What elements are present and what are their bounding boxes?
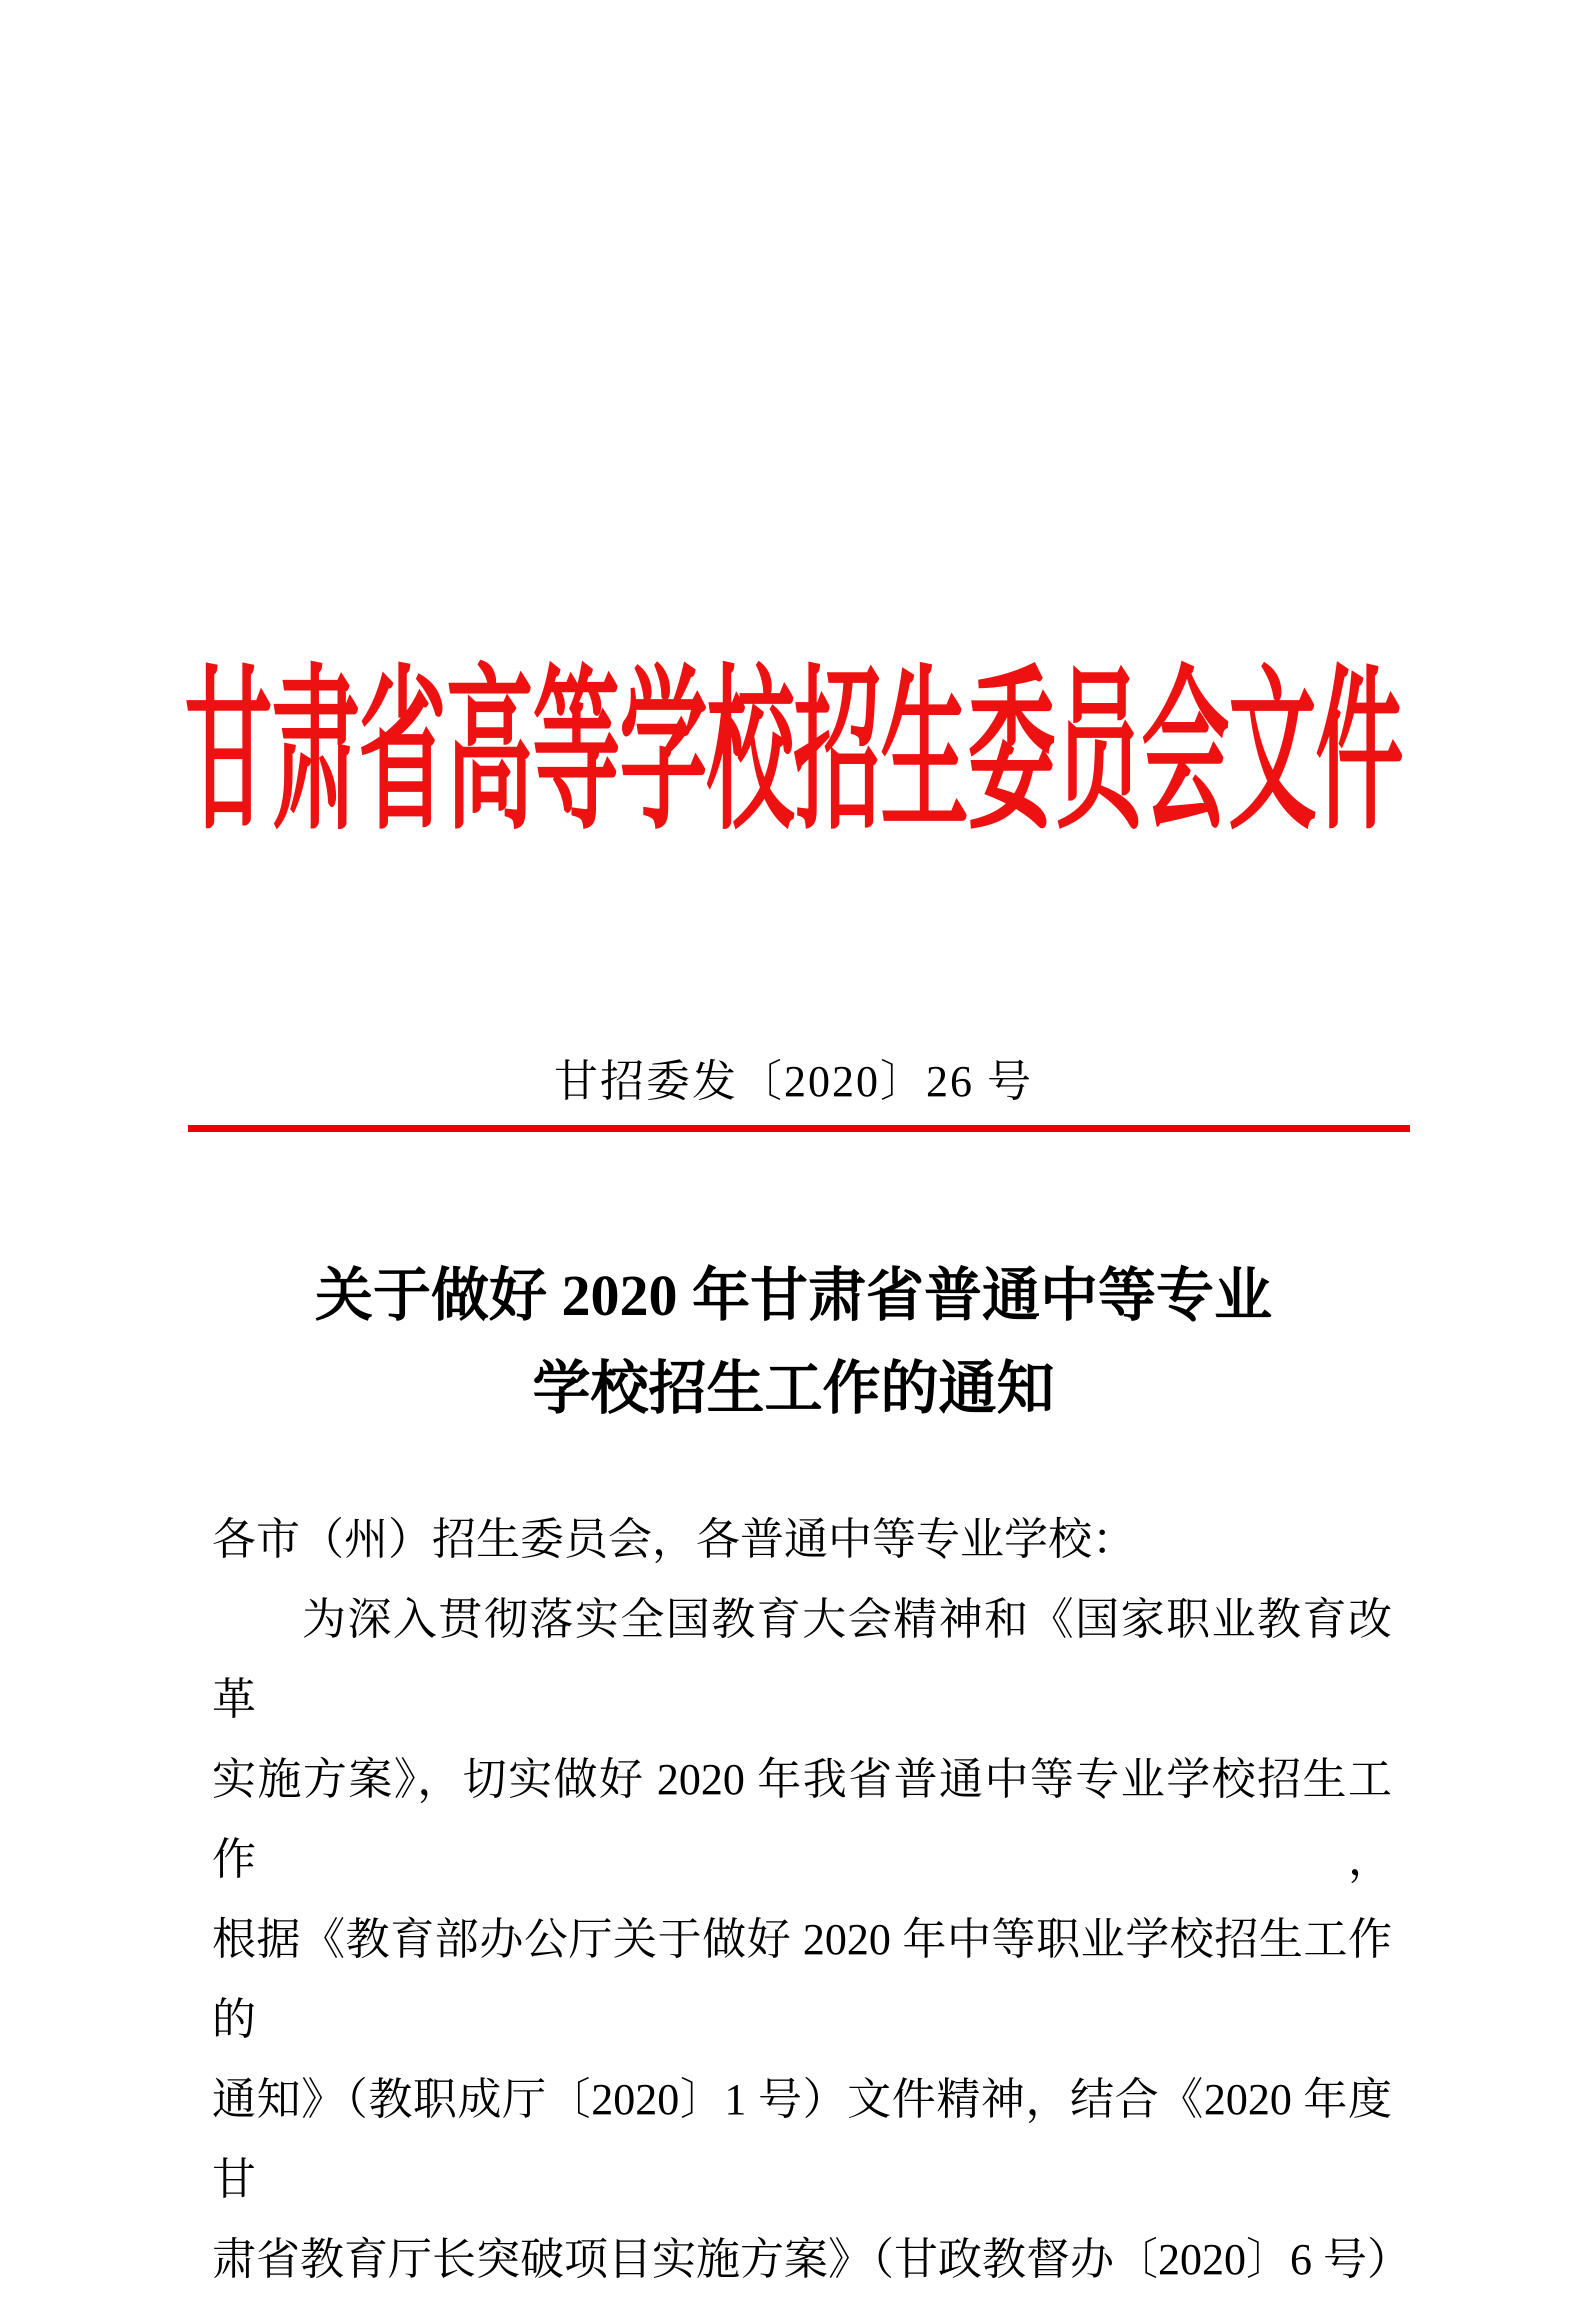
red-rule-divider xyxy=(188,1125,1410,1132)
red-header-banner xyxy=(0,658,1587,858)
body-line-3: 根据《教育部办公厅关于做好 2020 年中等职业学校招生工作的 xyxy=(212,1915,1392,2044)
body-line-1: 为深入贯彻落实全国教育大会精神和《国家职业教育改革 xyxy=(212,1595,1392,1724)
notice-title xyxy=(0,1249,1587,1435)
body-line-5: 肃省教育厅长突破项目实施方案》（甘政教督办〔2020〕6 号） xyxy=(212,2235,1411,2284)
body-text xyxy=(212,1500,1411,2300)
salutation-line: 各市（州）招生委员会，各普通中等专业学校： xyxy=(212,1515,1136,1564)
red-header-title: 甘肃省高等学校招生委员会文件 xyxy=(184,658,1403,852)
notice-title-line-2: 学校招生工作的通知 xyxy=(532,1356,1055,1421)
notice-title-line-1: 关于做好 2020 年甘肃省普通中等专业 xyxy=(314,1263,1272,1328)
body-line-2: 实施方案》，切实做好 2020 年我省普通中等专业学校招生工作， xyxy=(212,1755,1392,1884)
body-line-4: 通知》（教职成厅〔2020〕1 号）文件精神，结合《2020 年度甘 xyxy=(212,2075,1392,2204)
document-number: 甘招委发〔2020〕26 号 xyxy=(554,1057,1033,1106)
